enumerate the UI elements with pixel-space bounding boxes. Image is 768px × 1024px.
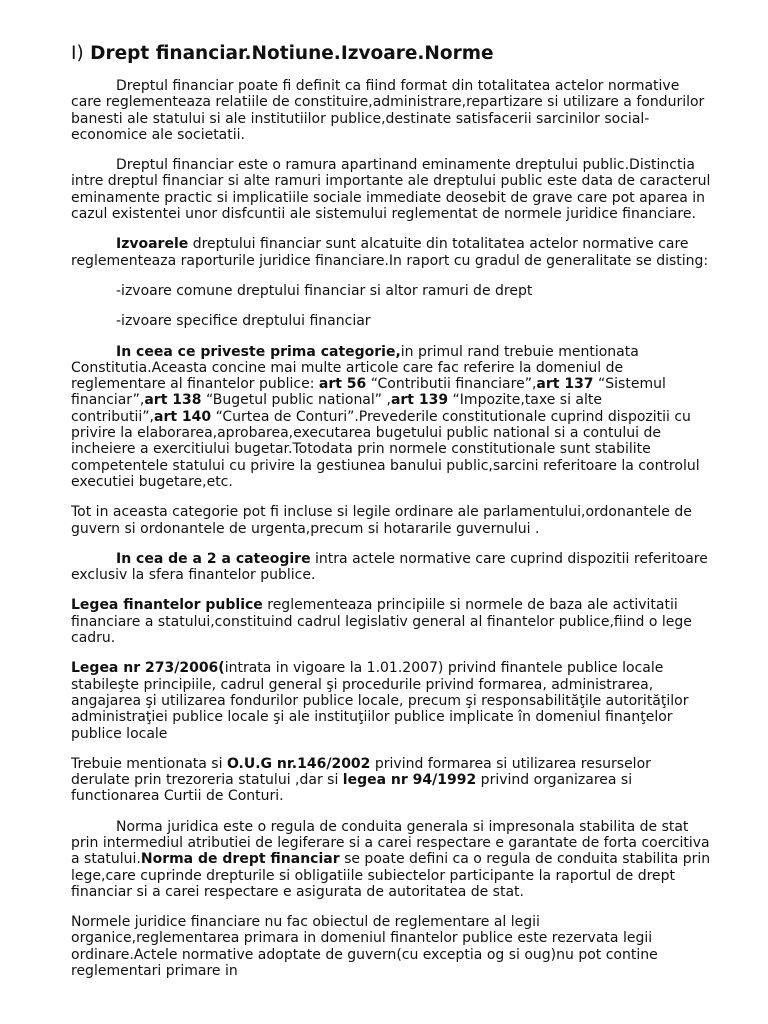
section-heading	[71, 42, 712, 66]
heading-roman-numeral: I)	[71, 43, 84, 64]
paragraph-public-law: Dreptul financiar este o ramura apartinand eminamente dreptului public.Distinctia intre dreptul financiar si alte ramuri importante ale dreptului public este data de caracterul eminamente practic si implicatiile sociale immediate deosebit de grave care pot aparea in cazul existentei unor disfcuntii ale sistemului reglementat de normele juridice financiare.	[71, 157, 711, 223]
list-item-common-sources: -izvoare comune dreptului financiar si altor ramuri de drept	[116, 282, 533, 299]
list-item-specific-sources: -izvoare specifice dreptului financiar	[116, 313, 371, 330]
paragraph-second-category: In cea de a 2 a cateogire intra actele normative care cuprind dispozitii referitoare exclusiv la sfera finantelor publice.	[71, 550, 708, 584]
paragraph-definition: Dreptul financiar poate fi definit ca fiind format din totalitatea actelor normative care reglementeaza relatiile de constituire,administrare,repartizare si utilizare a fondurilor banesti ale statului si ale institutiilor publice,destinate satisfacerii sarcinilor social-economice ale societatii.	[71, 78, 705, 143]
paragraph-ordinary-laws: Tot in aceasta categorie pot fi incluse si legile ordinare ale parlamentului,ordonantele de guvern si ordonantele de urgenta,precum si hotararile guvernului .	[71, 504, 692, 537]
paragraph-first-category: In ceea ce priveste prima categorie,in primul rand trebuie mentionata Constitutia.Aceasta concine mai multe articole care fac referire la domeniul de reglementare al finantelor publice: art 56 “Contributii financiare”,art 137 “Sistemul financiar”,art 138 “Bugetul public national” ,art 139 “Impozite,taxe si alte contributii”,art 140 “Curtea de Conturi”.Prevederile constitutionale cuprind dispozitii cu privire la elaborarea,aprobarea,executarea bugetului public national si a contului de incheiere a exercitiului bugetar.Totodata prin normele constitutionale sunt stabilite competentele statului cu privire la gestiunea banului public,sarcini referitoare la controlul executiei bugetare,etc.	[71, 343, 700, 490]
paragraph-legal-norm: Norma juridica este o regula de conduita generala si impresonala stabilita de stat prin intermediul atributiei de legiferare si a carei respectare e garantate de forta coercitiva a statului.Norma de drept financiar se poate defini ca o regula de conduita stabilita prin lege,care cuprinde drepturile si obligatiile subiectelor participante la raportul de drept financiar si a carei respectare e asigurata de autoritatea de stat.	[71, 818, 711, 900]
paragraph-public-finance-law: Legea finantelor publice reglementeaza principiile si normele de baza ale activitatii financiare a statului,constituind cadrul legislativ general al finantelor publice,fiind o lege cadru.	[71, 597, 692, 647]
paragraph-oug-146: Trebuie mentionata si O.U.G nr.146/2002 privind formarea si utilizarea resurselor derulate prin trezoreria statului ,dar si legea nr 94/1992 privind organizarea si functionarea Curtii de Conturi.	[71, 755, 651, 805]
bold-term: Izvoarele	[116, 236, 189, 253]
heading-title: Drept financiar.Notiune.Izvoare.Norme	[90, 43, 494, 64]
paragraph-law-273: Legea nr 273/2006(intrata in vigoare la 1.01.2007) privind finantele publice locale stabileşte principiile, cadrul general şi procedurile privind formarea, administrarea, angajarea şi utilizarea fondurilor publice locale, precum şi responsabilităţile autorităţilor administraţiei publice locale şi ale instituţiilor publice implicate în domeniul finanţelor publice locale	[71, 660, 689, 742]
paragraph-financial-norms: Normele juridice financiare nu fac obiectul de reglementare al legii organice,reglementarea primara in domeniul finantelor publice este rezervata legii ordinare.Actele normative adoptate de guvern(cu exceptia og si oug)nu pot contine reglementari primare in	[71, 914, 658, 980]
paragraph-sources: Izvoarele dreptului financiar sunt alcatuite din totalitatea actelor normative care reglementeaza raporturile juridice financiare.In raport cu gradul de generalitate se disting:	[71, 236, 709, 269]
